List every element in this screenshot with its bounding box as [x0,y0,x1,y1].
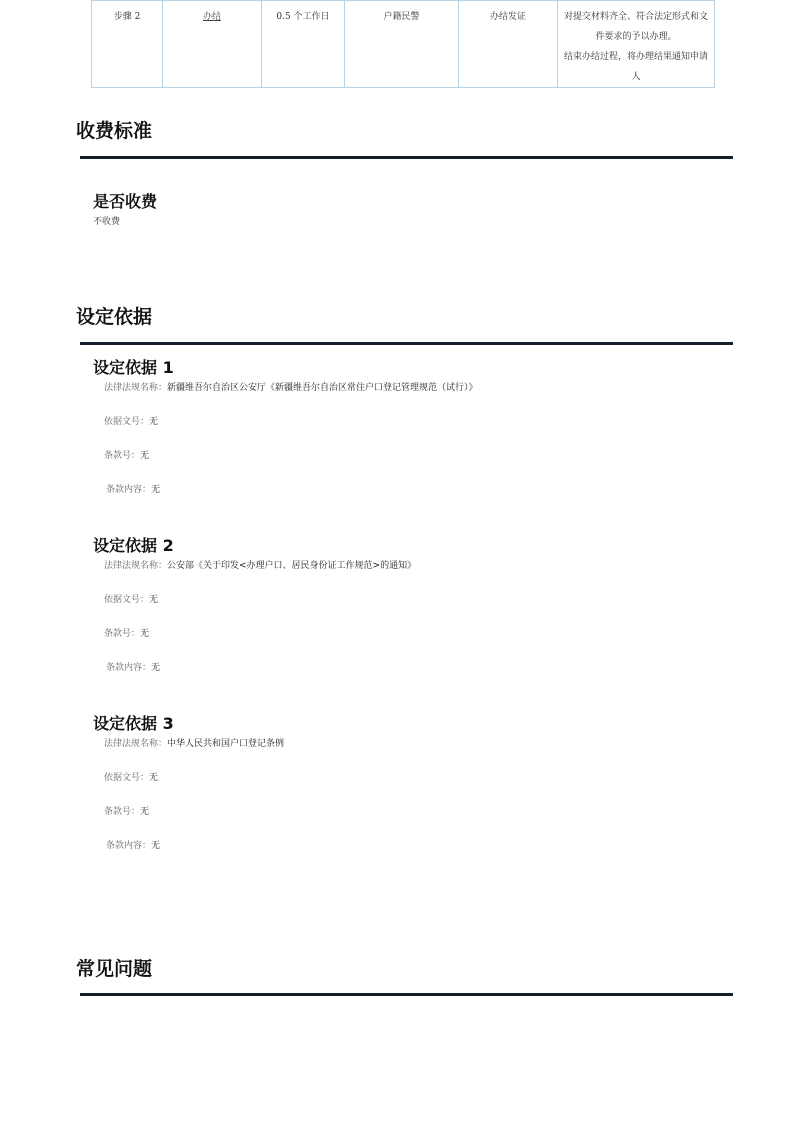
clause-content-field [106,660,160,673]
result-cell: 办结发证 [459,1,558,88]
standard-line: 件要求的予以办理。 [595,32,677,42]
clause-number-value: 无 [140,451,150,461]
section-divider [80,156,733,159]
process-table [91,0,715,88]
law-name-label: 法律法规名称： [104,561,168,571]
doc-number-label: 依据文号： [104,595,150,605]
standard-line: 结束办结过程，将办理结果通知申请 [563,52,708,62]
basis-section-title: 设定依据 [76,306,153,328]
basis-heading: 设定依据 3 [93,714,174,733]
standard-cell [558,1,715,88]
section-divider [80,993,733,996]
step-name-link[interactable]: 办结 [163,1,262,88]
clause-content-label: 条款内容： [106,841,152,851]
fees-section-title: 收费标准 [76,120,153,142]
clause-number-label: 条款号： [104,629,141,639]
law-name-label: 法律法规名称： [104,383,168,393]
law-name-value: 新疆维吾尔自治区公安厅《新疆维吾尔自治区常住户口登记管理规范（试行）》 [167,383,478,393]
clause-content-value: 无 [151,663,161,673]
standard-line: 对提交材料齐全、符合法定形式和文 [563,12,708,22]
standard-line: 人 [631,72,641,82]
clause-number-field [104,804,149,817]
step-cell: 步骤 2 [92,1,163,88]
doc-number-value: 无 [149,773,159,783]
clause-number-value: 无 [140,629,150,639]
law-name-value: 中华人民共和国户口登记条例 [167,739,285,749]
doc-number-field [104,770,158,783]
law-name-value: 公安部《关于印发<办理户口、居民身份证工作规范>的通知》 [167,561,417,571]
doc-number-value: 无 [149,595,159,605]
doc-number-label: 依据文号： [104,417,150,427]
table-row [92,1,715,88]
clause-number-field [104,626,149,639]
law-name-field [104,736,284,749]
doc-number-field [104,414,158,427]
clause-content-value: 无 [151,841,161,851]
law-name-field [104,558,416,571]
clause-number-value: 无 [140,807,150,817]
clause-content-field [106,482,160,495]
clause-content-value: 无 [151,485,161,495]
handler-cell: 户籍民警 [345,1,459,88]
clause-content-field [106,838,160,851]
clause-content-label: 条款内容： [106,485,152,495]
doc-number-field [104,592,158,605]
clause-number-label: 条款号： [104,807,141,817]
faq-section-title: 常见问题 [76,958,153,980]
law-name-label: 法律法规名称： [104,739,168,749]
fee-question: 是否收费 [93,192,158,211]
clause-content-label: 条款内容： [106,663,152,673]
duration-cell: 0.5 个工作日 [262,1,345,88]
clause-number-label: 条款号： [104,451,141,461]
fee-answer: 不收费 [93,217,121,227]
doc-number-label: 依据文号： [104,773,150,783]
section-divider [80,342,733,345]
doc-number-value: 无 [149,417,159,427]
law-name-field [104,380,478,393]
basis-heading: 设定依据 1 [93,358,174,377]
basis-heading: 设定依据 2 [93,536,174,555]
clause-number-field [104,448,149,461]
